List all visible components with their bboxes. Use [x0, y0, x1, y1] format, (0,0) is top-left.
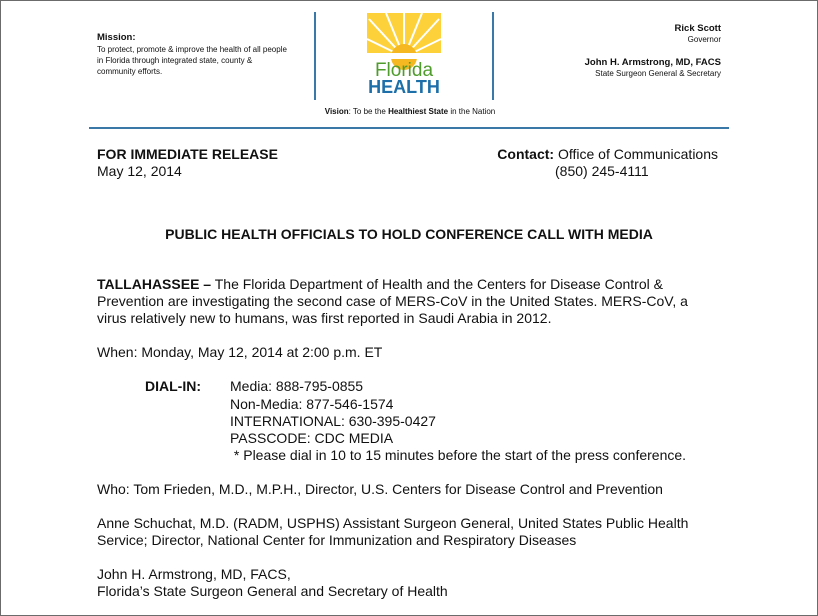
- release-date: May 12, 2014: [97, 163, 182, 179]
- header-rule: [89, 127, 729, 129]
- dateline: TALLAHASSEE –: [97, 276, 212, 292]
- contact-label: Contact:: [497, 146, 555, 162]
- armstrong-line-2: Florida’s State Surgeon General and Secretary of Health: [97, 583, 448, 599]
- schuchat-line-2: Service; Director, National Center for Immunization and Respiratory Diseases: [97, 532, 577, 548]
- surgeon-title: State Surgeon General & Secretary: [595, 69, 721, 78]
- vision-statement: [290, 107, 530, 116]
- para1-line-2: Prevention are investigating the second case of MERS-CoV in the United States. MERS-CoV, a: [97, 293, 688, 309]
- headline: PUBLIC HEALTH OFFICIALS TO HOLD CONFERENCE CALL WITH MEDIA: [165, 226, 653, 242]
- dialin-media: Media: 888-795-0855: [230, 378, 364, 394]
- para1-line-1: TALLAHASSEE – The Florida Department of Health and the Centers for Disease Control &: [97, 276, 663, 292]
- para1-line-3: virus relatively new to humans, was first reported in Saudi Arabia in 2012.: [97, 310, 552, 326]
- mission-statement: [97, 32, 287, 77]
- mission-colon: :: [132, 32, 136, 43]
- when-line: When: Monday, May 12, 2014 at 2:00 p.m. ET: [97, 344, 383, 360]
- surgeon-name: John H. Armstrong, MD, FACS: [584, 57, 721, 68]
- vision-pre: : To be the: [348, 107, 389, 116]
- dialin-note: * Please dial in 10 to 15 minutes before the start of the press conference.: [230, 447, 687, 463]
- vision-bold: Healthiest State: [388, 107, 449, 116]
- mission-label: Mission: [97, 32, 133, 43]
- schuchat-line-1: Anne Schuchat, M.D. (RADM, USPHS) Assistant Surgeon General, United States Public Health: [97, 515, 689, 531]
- logo-word-florida: Florida: [374, 60, 434, 81]
- release-label: FOR IMMEDIATE RELEASE: [97, 146, 278, 162]
- vision-post: in the Nation: [448, 107, 496, 116]
- logo-word-health: HEALTH: [368, 77, 440, 95]
- florida-health-logo: [366, 13, 442, 95]
- governor-title: Governor: [687, 35, 721, 44]
- armstrong-line-1: John H. Armstrong, MD, FACS,: [97, 566, 291, 582]
- dialin-label: DIAL-IN:: [145, 378, 201, 394]
- header-divider-left: [314, 12, 316, 100]
- dialin-nonmedia: Non-Media: 877-546-1574: [230, 396, 394, 412]
- vision-label: Vision: [324, 107, 349, 116]
- mission-text: To protect, promote & improve the health of all people in Florida through integrated state, county & community efforts.: [97, 45, 287, 76]
- sunburst-logo-icon: [366, 13, 442, 95]
- dialin-passcode: PASSCODE: CDC MEDIA: [230, 430, 394, 446]
- governor-name: Rick Scott: [674, 23, 721, 34]
- officials-block: [461, 23, 721, 79]
- dialin-international: INTERNATIONAL: 630-395-0427: [230, 413, 436, 429]
- contact-phone: (850) 245-4111: [555, 163, 649, 179]
- contact-line: [497, 146, 718, 163]
- who-line: Who: Tom Frieden, M.D., M.P.H., Director, U.S. Centers for Disease Control and Prevention: [97, 481, 663, 497]
- contact-office: Office of Communications: [557, 146, 718, 162]
